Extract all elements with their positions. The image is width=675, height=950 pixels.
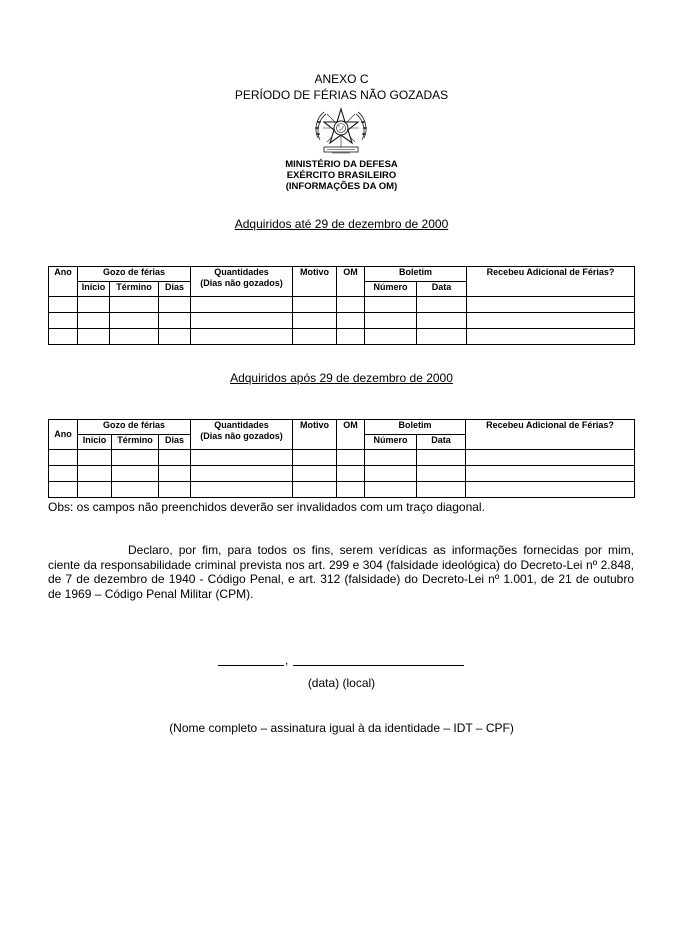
table-row: [49, 466, 635, 482]
signature-comma: ,: [285, 653, 289, 667]
col-dias: Dias: [159, 435, 191, 450]
col-gozo: Gozo de férias: [78, 267, 191, 282]
vacation-table-before-2000: [48, 266, 635, 345]
section-title-after-2000: Adquiridos após 29 de dezembro de 2000: [230, 371, 453, 385]
col-boletim: Boletim: [365, 420, 466, 435]
col-boletim: Boletim: [365, 267, 467, 282]
col-motivo: Motivo: [293, 420, 337, 450]
col-om: OM: [337, 420, 365, 450]
table-row: [49, 450, 635, 466]
ministry-name: MINISTÉRIO DA DEFESA: [285, 159, 398, 170]
coat-of-arms-emblem: [308, 104, 374, 160]
col-recebeu: Recebeu Adicional de Férias?: [466, 420, 635, 450]
col-om: OM: [337, 267, 365, 297]
col-numero: Número: [365, 282, 417, 297]
col-termino: Término: [112, 435, 159, 450]
col-quantidades: Quantidades (Dias não gozados): [191, 267, 293, 297]
declaration-text: Declaro, por fim, para todos os fins, serem verídicas as informações fornecidas por mim, ciente da responsabilidade criminal prevista nos art. 299 e 304 (falsidade ideológica) do Decreto-Lei nº 2.848, de 7 de dezembro de 1940 - Código Penal, e art. 312 (falsidade) do Decreto-Lei nº 1.001, de 21 de outubro de 1969 – Código Penal Militar (CPM).: [48, 543, 634, 601]
annex-title: ANEXO C: [314, 72, 369, 86]
col-ano: Ano: [49, 267, 78, 297]
document-title: PERÍODO DE FÉRIAS NÃO GOZADAS: [234, 88, 449, 102]
col-gozo: Gozo de férias: [78, 420, 191, 435]
army-name: EXÉRCITO BRASILEIRO: [286, 170, 397, 181]
col-motivo: Motivo: [293, 267, 337, 297]
col-termino: Término: [110, 282, 159, 297]
observation-note: Obs: os campos não preenchidos deverão ser invalidados com um traço diagonal.: [48, 500, 485, 514]
table-row: [49, 297, 635, 313]
section-title-before-2000: Adquiridos até 29 de dezembro de 2000: [234, 217, 449, 231]
col-inicio: Início: [78, 435, 112, 450]
col-quantidades: Quantidades (Dias não gozados): [191, 420, 293, 450]
vacation-table-after-2000: [48, 419, 635, 498]
full-name-signature-label: (Nome completo – assinatura igual à da identidade – IDT – CPF): [169, 721, 514, 735]
date-signature-line[interactable]: [218, 665, 284, 666]
col-numero: Número: [365, 435, 417, 450]
col-inicio: Início: [78, 282, 110, 297]
col-data: Data: [417, 435, 466, 450]
col-data: Data: [417, 282, 467, 297]
table-row: [49, 313, 635, 329]
col-recebeu: Recebeu Adicional de Férias?: [467, 267, 635, 297]
table-row: [49, 329, 635, 345]
col-dias: Dias: [159, 282, 191, 297]
date-location-label: (data) (local): [307, 676, 376, 690]
om-info-label: (INFORMAÇÕES DA OM): [285, 181, 398, 192]
table-row: [49, 482, 635, 498]
col-ano: Ano: [49, 420, 78, 450]
location-signature-line[interactable]: [293, 665, 464, 666]
